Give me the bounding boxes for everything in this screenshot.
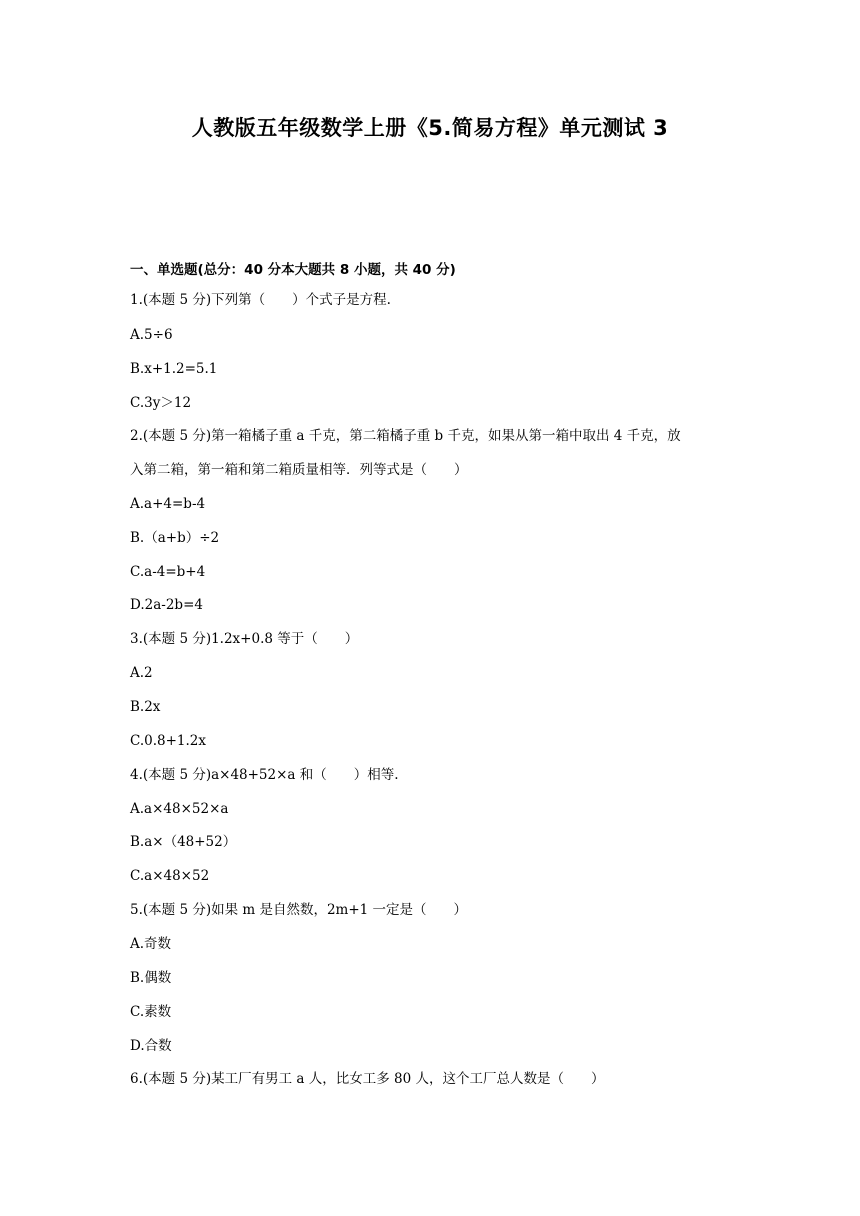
question-2-option-b: B.（a+b）÷2 — [130, 530, 220, 546]
section-heading-single-choice: 一、单选题(总分：40 分本大题共 8 小题，共 40 分) — [130, 262, 456, 278]
question-1-option-b: B.x+1.2=5.1 — [130, 361, 218, 377]
question-3-option-c: C.0.8+1.2x — [130, 733, 207, 749]
question-2-option-c: C.a-4=b+4 — [130, 564, 206, 580]
question-6-stem: 6.(本题 5 分)某工厂有男工 a 人，比女工多 80 人，这个工厂总人数是（ ） — [130, 1071, 605, 1087]
question-2-stem-line-1: 2.(本题 5 分)第一箱橘子重 a 千克，第二箱橘子重 b 千克，如果从第一箱中取出 4 千克，放 — [130, 428, 681, 444]
question-3-stem: 3.(本题 5 分)1.2x+0.8 等于（ ） — [130, 631, 359, 647]
question-3-option-a: A.2 — [130, 665, 153, 681]
question-1-option-a: A.5÷6 — [130, 327, 173, 343]
question-2-option-d: D.2a-2b=4 — [130, 597, 203, 613]
question-5-stem: 5.(本题 5 分)如果 m 是自然数，2m+1 一定是（ ） — [130, 902, 468, 918]
question-4-option-b: B.a×（48+52） — [130, 834, 237, 850]
question-2-option-a: A.a+4=b-4 — [130, 496, 206, 512]
question-4-option-a: A.a×48×52×a — [130, 801, 229, 817]
question-1-stem: 1.(本题 5 分)下列第（ ）个式子是方程. — [130, 292, 391, 308]
question-4-stem: 4.(本题 5 分)a×48+52×a 和（ ）相等. — [130, 767, 399, 783]
question-1-option-c: C.3y＞12 — [130, 395, 192, 411]
question-5-option-a: A.奇数 — [130, 936, 172, 952]
question-4-option-c: C.a×48×52 — [130, 868, 210, 884]
document-title: 人教版五年级数学上册《5.简易方程》单元测试 3 — [191, 116, 669, 140]
question-2-stem-line-2: 入第二箱，第一箱和第二箱质量相等．列等式是（ ） — [130, 462, 468, 478]
question-5-option-b: B.偶数 — [130, 970, 172, 986]
question-5-option-c: C.素数 — [130, 1004, 172, 1020]
question-3-option-b: B.2x — [130, 699, 161, 715]
question-5-option-d: D.合数 — [130, 1038, 172, 1054]
